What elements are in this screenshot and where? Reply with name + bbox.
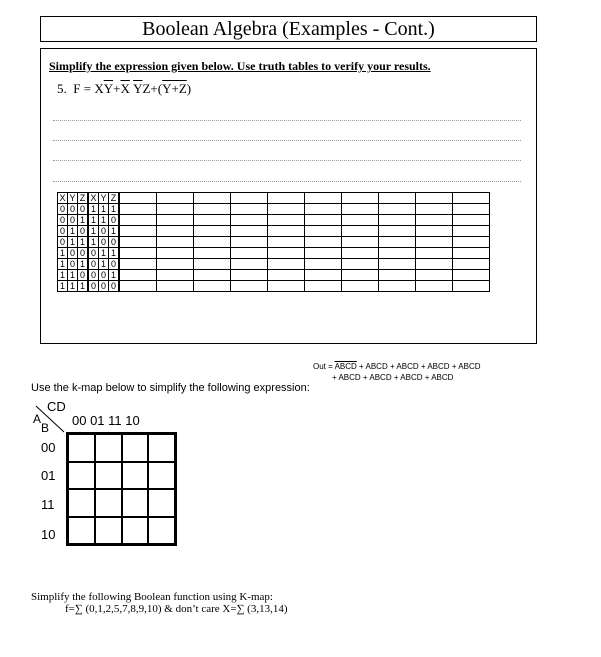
kmap-cell: [122, 462, 149, 490]
boolean-expression: 5. $F = X\overline{Y}+\overline{X}$ $\overline{Y}Z+(Y+Z)$: [57, 81, 192, 96]
page-title: Boolean Algebra (Examples - Cont.): [40, 16, 537, 42]
kmap-cell: [122, 517, 149, 545]
answer-line: [53, 181, 521, 182]
exercise-number: 5.: [57, 81, 67, 96]
header-z: Z: [78, 193, 89, 204]
kmap-cell: [148, 462, 175, 490]
table-row: 0 1 0 1 0 1: [58, 226, 490, 237]
kmap-row-label: 01: [41, 468, 56, 483]
header-x: X: [59, 193, 66, 203]
kmap-row-label: 00: [41, 440, 56, 455]
table-row: 0 1 1 1 0 0: [58, 237, 490, 248]
empty-cell: [453, 193, 490, 204]
kmap-cell: [148, 434, 175, 462]
output-expression: [313, 361, 481, 383]
empty-cell: [157, 193, 194, 204]
output-expression-line-1: Out = ABCD + ABCD + ABCD + ABCD + ABCD: [313, 362, 481, 371]
table-row: 1 1 0 0 0 1: [58, 270, 490, 281]
header-y-not: $\overline{Y}$: [100, 193, 107, 203]
kmap-row-label: 11: [41, 497, 55, 512]
empty-cell: [305, 193, 342, 204]
kmap-cell: [122, 434, 149, 462]
table-row: 1 0 0 0 1 1: [58, 248, 490, 259]
kmap-grid: [66, 432, 177, 546]
kmap-label-b: B: [41, 421, 50, 435]
function-task-heading: Simplify the following Boolean function using K-map:: [31, 591, 273, 603]
kmap-cell: [68, 434, 95, 462]
kmap-cell: [148, 517, 175, 545]
kmap-label-a: A: [33, 412, 42, 426]
kmap-cell: [95, 434, 122, 462]
table-row: 0 0 0 1 1 1: [58, 204, 490, 215]
empty-cell: [231, 193, 268, 204]
kmap-instruction: Use the k-map below to simplify the following expression:: [31, 382, 310, 394]
answer-line: [53, 160, 521, 161]
answer-line: [53, 140, 521, 141]
function-task-expression: f=∑ (0,1,2,5,7,8,9,10) & don’t care X=∑ (3,13,14): [65, 603, 288, 615]
header-x-not: $\overline{X}$: [88, 193, 99, 204]
empty-cell: [379, 193, 416, 204]
answer-line: [53, 120, 521, 121]
kmap-cell: [68, 462, 95, 490]
kmap-cell: [95, 462, 122, 490]
table-header-row: [58, 193, 490, 204]
empty-cell: [342, 193, 379, 204]
output-expression-line-2: + ABCD + ABCD + ABCD + ABCD: [332, 373, 454, 382]
empty-cell: [194, 193, 231, 204]
table-row: 1 0 1 0 1 0: [58, 259, 490, 270]
table-row: 1 1 1 0 0 0: [58, 281, 490, 292]
kmap-cell: [68, 489, 95, 517]
kmap-column-labels: 00 01 11 10: [72, 413, 140, 428]
exercise-box: [40, 48, 537, 344]
kmap-cell: [148, 489, 175, 517]
header-z-not: $\overline{Z}$: [109, 193, 120, 204]
empty-cell: [119, 193, 157, 204]
empty-cell: [416, 193, 453, 204]
header-y: Y: [69, 193, 76, 203]
kmap-cell: [68, 517, 95, 545]
empty-cell: [268, 193, 305, 204]
kmap-cell: [122, 489, 149, 517]
kmap-label-cd: CD: [47, 399, 66, 414]
exercise-instruction: Simplify the expression given below. Use truth tables to verify your results.: [49, 59, 431, 73]
kmap-row-label: 10: [41, 527, 56, 542]
truth-table: [57, 192, 490, 292]
kmap-cell: [95, 489, 122, 517]
table-row: 0 0 1 1 1 0: [58, 215, 490, 226]
kmap-cell: [95, 517, 122, 545]
